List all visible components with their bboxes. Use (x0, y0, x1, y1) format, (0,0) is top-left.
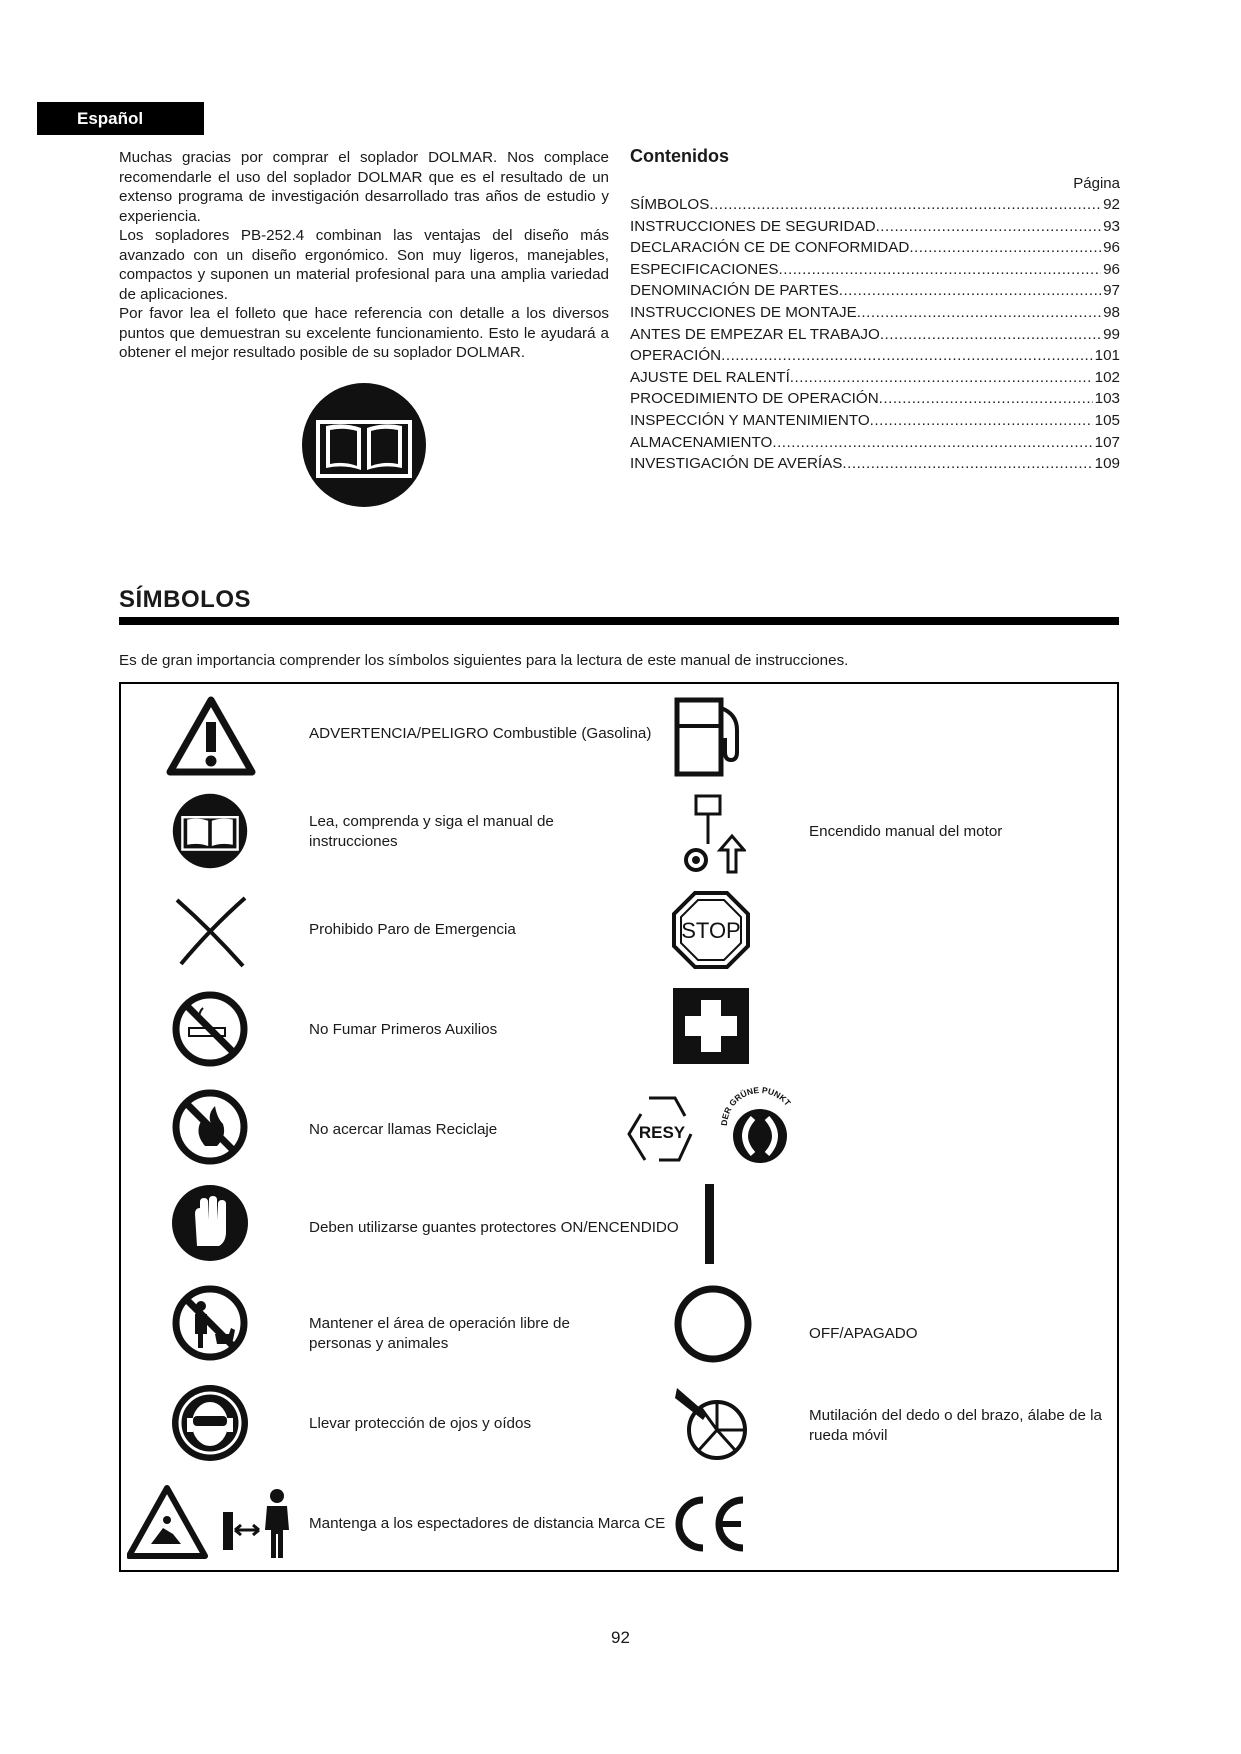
symbol-label-4: No Fumar Primeros Auxilios (309, 1021, 498, 1038)
toc-item-page: 105 (1094, 411, 1120, 429)
toc-item (630, 280, 1120, 302)
symbol-label-6: Deben utilizarse guantes protectores ON/ENCENDIDO (309, 1219, 679, 1236)
toc-item-title: DECLARACIÓN CE DE CONFORMIDAD (630, 239, 910, 257)
toc-item (630, 388, 1120, 410)
toc-item-title: INVESTIGACIÓN DE AVERÍAS (630, 455, 843, 473)
impeller-hazard-icon (673, 1384, 753, 1464)
toc-item-page: 92 (1103, 196, 1120, 213)
intro-text (119, 148, 609, 363)
keep-bystanders-away-icon (171, 1284, 249, 1362)
toc-item (630, 324, 1120, 346)
toc-item-page: 97 (1103, 282, 1120, 300)
toc-leader-dots (709, 194, 1101, 216)
toc-item-title: INSTRUCCIONES DE SEGURIDAD (630, 217, 876, 235)
symbols-table (119, 682, 1119, 1572)
prohibited-x-icon (171, 890, 251, 970)
no-smoking-icon (171, 990, 249, 1068)
symbol-label-7-right: OFF/APAGADO (809, 1325, 918, 1342)
toc-item (630, 216, 1120, 238)
protective-gloves-icon (171, 1184, 249, 1262)
toc-item (630, 410, 1120, 432)
toc-item-page: 103 (1094, 390, 1120, 408)
section-divider (119, 617, 1119, 625)
toc-leader-dots (909, 237, 1101, 259)
bystander-warning-icon (127, 1482, 297, 1562)
fuel-pump-icon (671, 696, 751, 778)
toc-item-title: ALMACENAMIENTO (630, 433, 773, 451)
table-of-contents (630, 146, 1120, 475)
toc-leader-dots (790, 367, 1093, 389)
toc-item (630, 345, 1120, 367)
read-manual-icon (299, 380, 429, 510)
toc-list (630, 194, 1120, 475)
page-number: 92 (611, 1628, 630, 1647)
toc-item (630, 259, 1120, 281)
toc-item-page: 93 (1103, 217, 1120, 235)
intro-paragraph-2: Los sopladores PB-252.4 combinan las ventajas del diseño más avanzado con un diseño ergonómico. Son muy ligeros, manejables, compactos y suponen un material profesional para una amplia variedad de aplicaciones. (119, 227, 609, 303)
toc-item-page: 102 (1094, 368, 1120, 386)
toc-item-title: ANTES DE EMPEZAR EL TRABAJO (630, 325, 880, 343)
toc-item-title: OPERACIÓN (630, 347, 722, 365)
intro-paragraph-3: Por favor lea el folleto que hace referencia con detalle a los diversos puntos que demuestran su excelente funcionamiento. Esto le ayudará a obtener el mejor resultado posible de su soplador DOLMAR. (119, 305, 609, 361)
symbol-label-9: Mantenga a los espectadores de distancia Marca CE (309, 1515, 666, 1532)
manual-start-icon (676, 792, 746, 874)
stop-text: STOP (681, 918, 741, 943)
toc-leader-dots (876, 216, 1102, 238)
off-symbol-icon (673, 1282, 753, 1366)
toc-item (630, 453, 1120, 475)
toc-item-title: AJUSTE DEL RALENTÍ (630, 368, 790, 386)
toc-item-title: INSPECCIÓN Y MANTENIMIENTO (630, 411, 870, 429)
language-tab: Español (37, 102, 204, 135)
ce-mark-icon (671, 1494, 751, 1554)
symbol-label-1: ADVERTENCIA/PELIGRO Combustible (Gasolina) (309, 725, 652, 742)
toc-item (630, 367, 1120, 389)
stop-sign-icon (671, 890, 751, 970)
intro-paragraph-1: Muchas gracias por comprar el soplador DOLMAR. Nos complace recomendarle el uso del soplador DOLMAR que es el resultado de un extenso programa de investigación desarrollado tras años de estudio y experiencia. (119, 149, 609, 225)
toc-leader-dots (880, 324, 1101, 346)
recycle-text: RESY (638, 1123, 686, 1142)
toc-item (630, 302, 1120, 324)
on-symbol-icon (703, 1182, 717, 1266)
green-dot-icon (719, 1084, 801, 1170)
symbol-label-8: Llevar protección de ojos y oídos (309, 1415, 532, 1432)
first-aid-icon (671, 986, 751, 1066)
manual-icon (171, 792, 249, 870)
toc-item-page: 107 (1094, 433, 1120, 451)
toc-item-page: 98 (1103, 303, 1120, 321)
toc-leader-dots (779, 259, 1102, 281)
symbol-label-2: Lea, comprenda y siga el manual de instrucciones (309, 813, 554, 850)
toc-leader-dots (772, 432, 1092, 454)
toc-leader-dots (857, 302, 1101, 324)
page-column-header: Página (1073, 175, 1120, 192)
symbols-heading: SÍMBOLOS (119, 586, 252, 613)
recycle-icon (619, 1090, 705, 1170)
toc-item-page: 96 (1103, 239, 1120, 257)
toc-item-page: 109 (1094, 455, 1120, 473)
symbols-intro: Es de gran importancia comprender los símbolos siguientes para la lectura de este manual de instrucciones. (119, 652, 849, 669)
no-open-flame-icon (171, 1088, 249, 1166)
contents-title: Contenidos (630, 146, 729, 166)
toc-item-title: ESPECIFICACIONES (630, 260, 779, 278)
toc-item-title: PROCEDIMIENTO DE OPERACIÓN (630, 390, 879, 408)
toc-item (630, 432, 1120, 454)
toc-item-title: DENOMINACIÓN DE PARTES (630, 282, 839, 300)
toc-item (630, 194, 1120, 216)
toc-leader-dots (842, 453, 1092, 475)
green-dot-text: DER GRÜNE PUNKT (719, 1084, 793, 1127)
symbol-label-7: Mantener el área de operación libre de personas y animales (309, 1315, 570, 1352)
warning-triangle-icon (166, 696, 256, 776)
symbol-label-3: Prohibido Paro de Emergencia (309, 921, 516, 938)
toc-item-title: INSTRUCCIONES DE MONTAJE (630, 303, 857, 321)
toc-leader-dots (879, 388, 1093, 410)
toc-item-page: 99 (1103, 325, 1120, 343)
symbol-label-8-right: Mutilación del dedo o del brazo, álabe de la rueda móvil (809, 1407, 1102, 1444)
toc-leader-dots (870, 410, 1093, 432)
toc-leader-dots (721, 345, 1093, 367)
eye-ear-protection-icon (171, 1384, 249, 1462)
toc-item-title: SÍMBOLOS (630, 196, 710, 213)
toc-item (630, 237, 1120, 259)
toc-item-page: 101 (1094, 347, 1120, 365)
symbol-label-2-right: Encendido manual del motor (809, 823, 1003, 840)
symbol-label-5: No acercar llamas Reciclaje (309, 1121, 498, 1138)
toc-leader-dots (839, 280, 1101, 302)
toc-item-page: 96 (1103, 260, 1120, 278)
